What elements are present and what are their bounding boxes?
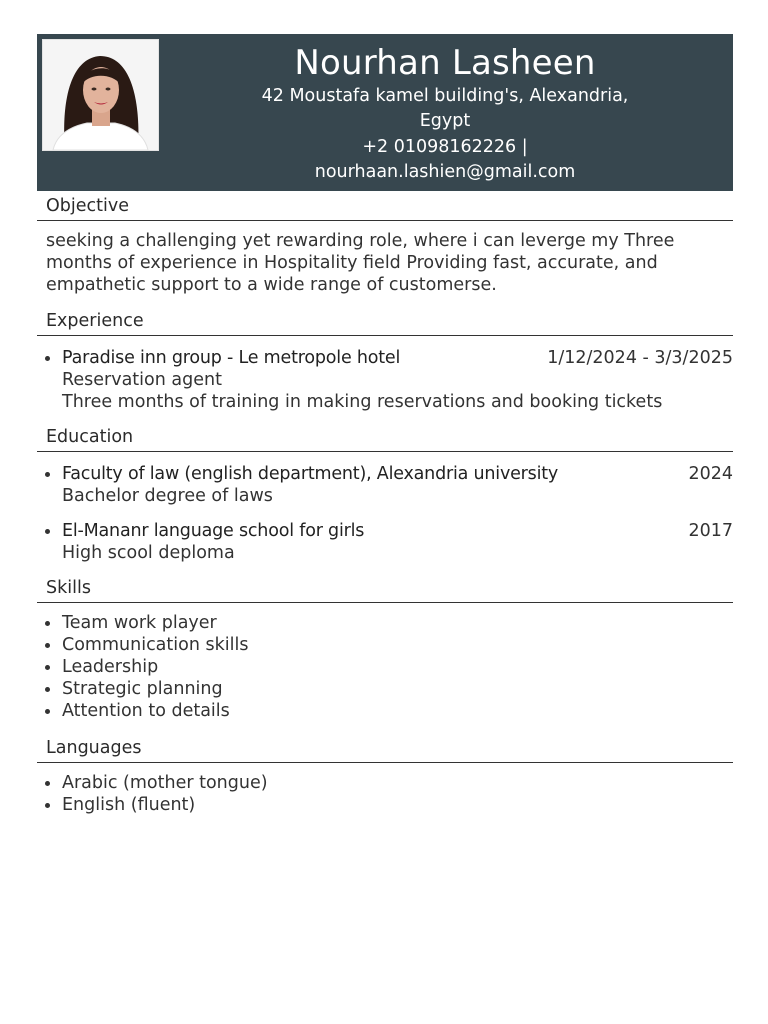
employer: Paradise inn group - Le metropole hotel [62, 348, 401, 368]
school-name: El-Mananr language school for girls [62, 521, 365, 541]
objective-text: seeking a challenging yet rewarding role, where i can leverge my Three months of experience in Hospitality field Providing fast, accurate, and empathetic support to a wide range of customerse. [46, 231, 675, 295]
section-title: Education [37, 425, 733, 452]
languages-section [37, 736, 733, 816]
phone-number: +2 01098162226 | [362, 137, 528, 157]
resume-header [37, 34, 733, 191]
section-title: Languages [37, 736, 733, 763]
skill-item: Attention to details [37, 700, 733, 722]
education-item [37, 520, 733, 564]
school-name: Faculty of law (english department), Alexandria university [62, 464, 559, 484]
skill-item: Team work player [37, 612, 733, 634]
objective-section [37, 194, 733, 296]
contact-block [157, 34, 733, 185]
profile-photo [42, 39, 159, 151]
skill-item: Communication skills [37, 634, 733, 656]
education-item [37, 463, 733, 507]
candidate-name: Nourhan Lasheen [294, 43, 596, 83]
section-title: Experience [37, 309, 733, 336]
section-title: Objective [37, 194, 733, 221]
job-role: Reservation agent [62, 370, 222, 390]
experience-section [37, 309, 733, 413]
graduation-year: 2024 [688, 464, 733, 484]
skill-item: Strategic planning [37, 678, 733, 700]
date-range: 1/12/2024 - 3/3/2025 [547, 348, 733, 368]
email-address: nourhaan.lashien@gmail.com [314, 162, 576, 182]
experience-item [37, 347, 733, 413]
degree: Bachelor degree of laws [62, 486, 273, 506]
graduation-year: 2017 [688, 521, 733, 541]
job-detail: Three months of training in making reservations and booking tickets [62, 392, 663, 412]
language-item: Arabic (mother tongue) [37, 772, 733, 794]
section-title: Skills [37, 576, 733, 603]
degree: High scool deploma [62, 543, 235, 563]
address: 42 Moustafa kamel building's, Alexandria, Egypt [261, 86, 629, 131]
education-section [37, 425, 733, 564]
skill-item: Leadership [37, 656, 733, 678]
language-item: English (fluent) [37, 794, 733, 816]
skills-section [37, 576, 733, 722]
